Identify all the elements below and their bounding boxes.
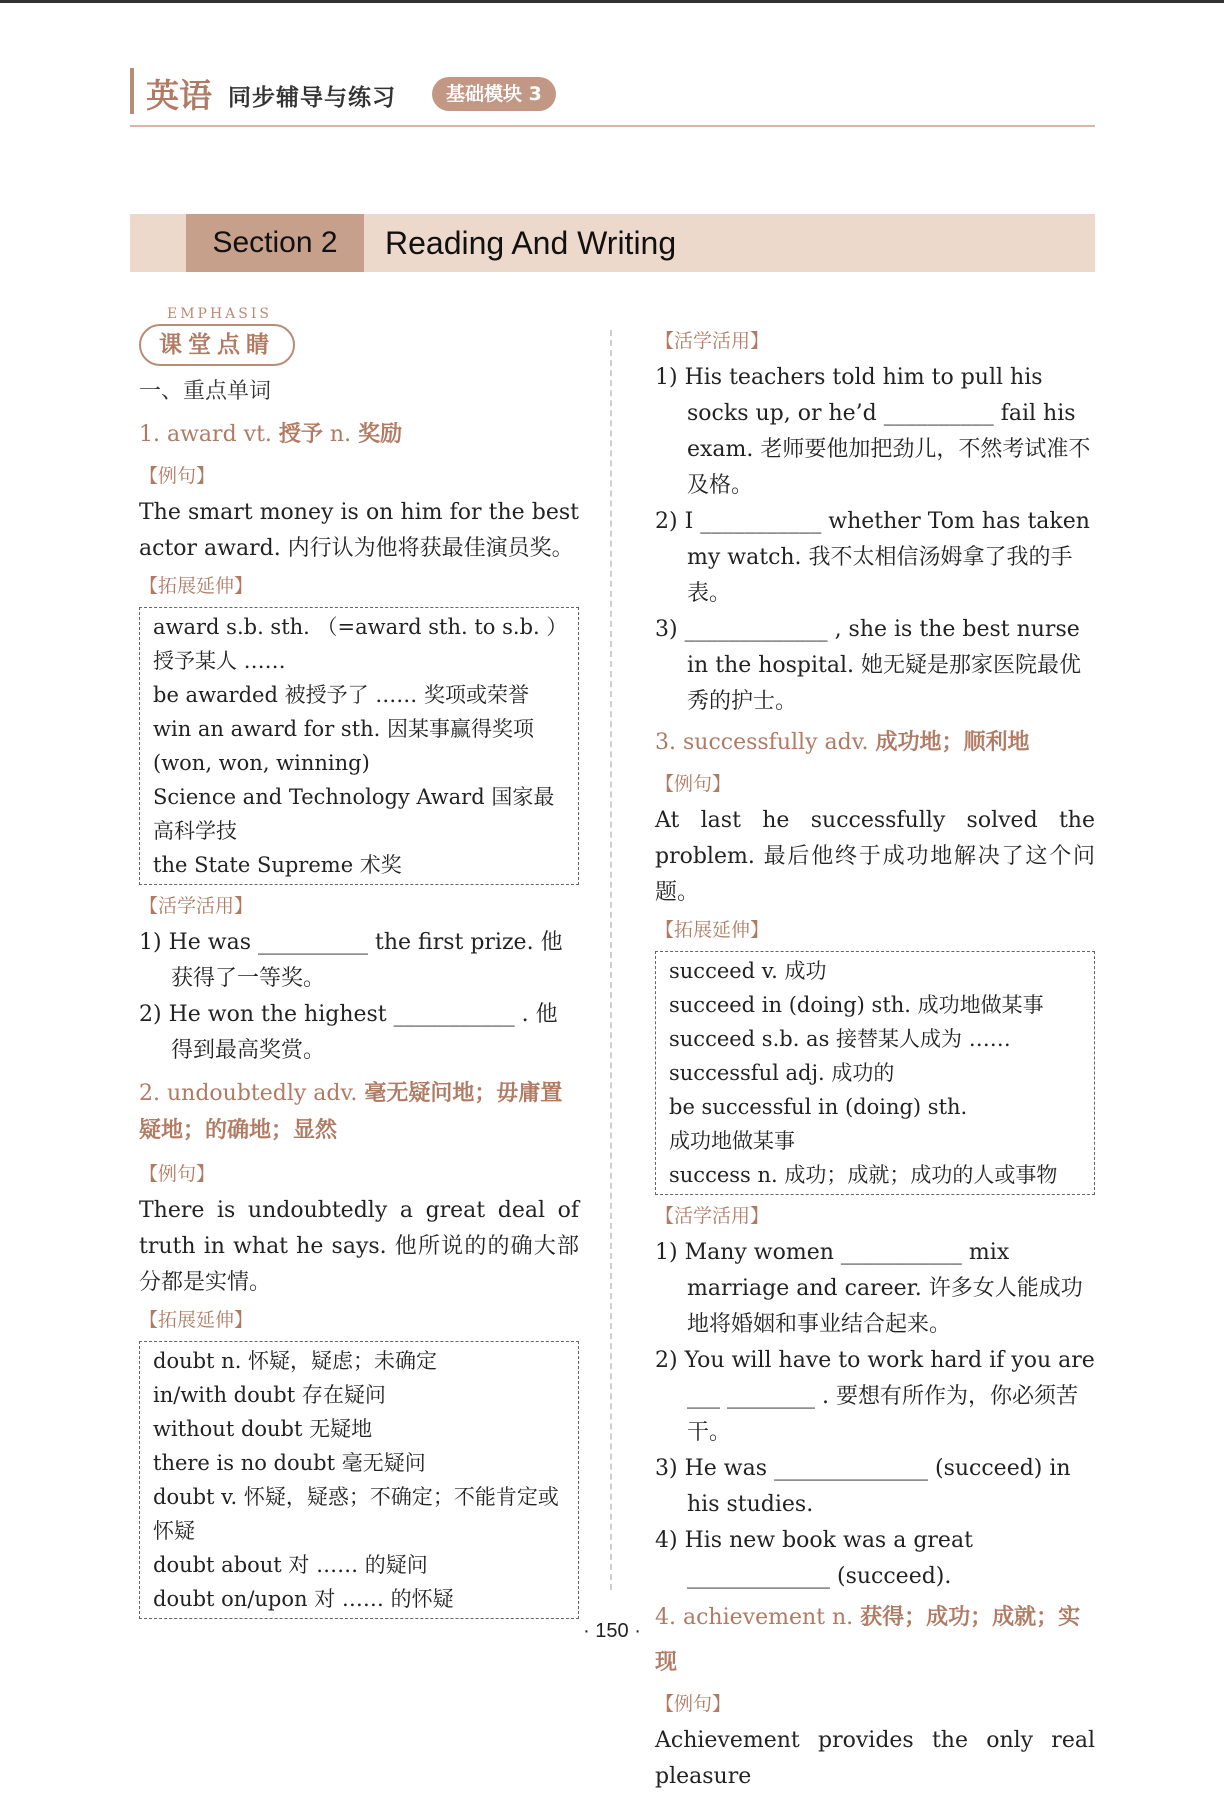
extension-line: award s.b. sth. （=award sth. to s.b. ）授予某人 …… <box>153 615 557 673</box>
extension-line: be successful in (doing) sth. <box>669 1095 968 1119</box>
emphasis-label-zh: 课堂点睛 <box>139 324 295 366</box>
section-title: Reading And Writing <box>385 225 677 261</box>
extension-line: succeed s.b. as 接替某人成为 …… <box>669 1027 1011 1051</box>
example-label: 【例句】 <box>139 1163 216 1185</box>
page-header <box>130 66 1095 128</box>
extension-line: 成功地做某事 <box>669 1129 795 1153</box>
extension-line: doubt about 对 …… 的疑问 <box>153 1553 428 1577</box>
header-subject: 英语 <box>146 76 212 115</box>
word-head: 3. successfully adv. <box>655 730 869 755</box>
word-heading-successfully <box>655 720 1095 765</box>
practice-label: 【活学活用】 <box>139 895 254 917</box>
extension-line: (won, won, winning) <box>153 751 370 775</box>
example-sentence: At last he successfully solved the problem. 最后他终于成功地解决了这个问题。 <box>655 808 1095 905</box>
practice-item: 3) _____________ , she is the best nurse in the hospital. 她无疑是那家医院最优秀的护士。 <box>655 617 1082 714</box>
word-meaning: 授予 <box>278 421 323 447</box>
example-sentence: There is undoubtedly a great deal of truth in what he says. 他所说的的确大部分都是实情。 <box>139 1198 579 1295</box>
extension-label: 【拓展延伸】 <box>139 575 254 597</box>
word-heading-award <box>139 412 579 457</box>
extension-box <box>139 1341 579 1619</box>
word-pos: n. <box>322 422 352 447</box>
word-meaning: 毫无疑问地；毋庸置疑地；的确地；显然 <box>139 1080 563 1143</box>
extension-label: 【拓展延伸】 <box>139 1309 254 1331</box>
header-series: 同步辅导与练习 <box>228 85 396 111</box>
practice-item: 1) Many women ___________ mix marriage and career. 许多女人能成功地将婚姻和事业结合起来。 <box>655 1240 1083 1337</box>
word-head: 4. achievement n. <box>655 1605 854 1630</box>
right-column <box>655 322 1095 1795</box>
word-head: 2. undoubtedly adv. <box>139 1081 358 1106</box>
word-heading-undoubtedly <box>139 1075 579 1149</box>
practice-label: 【活学活用】 <box>655 1205 770 1227</box>
example-label: 【例句】 <box>139 465 216 487</box>
extension-label: 【拓展延伸】 <box>655 919 770 941</box>
emphasis-label-en: EMPHASIS <box>167 306 273 322</box>
top-rule <box>0 0 1224 3</box>
extension-line: the State Supreme 术奖 <box>153 853 402 877</box>
extension-line: in/with doubt 存在疑问 <box>153 1383 386 1407</box>
header-module-badge: 基础模块 3 <box>432 77 556 111</box>
section-number: Section 2 <box>186 214 364 272</box>
extension-line: win an award for sth. 因某事赢得奖项 <box>153 717 535 741</box>
extension-line: success n. 成功；成就；成功的人或事物 <box>669 1163 1058 1187</box>
extension-line: successful adj. 成功的 <box>669 1061 895 1085</box>
example-label: 【例句】 <box>655 1693 732 1715</box>
extension-line: doubt n. 怀疑，疑虑；未确定 <box>153 1349 438 1373</box>
header-rule <box>130 125 1095 127</box>
practice-item: 3) He was ______________ (succeed) in his studies. <box>655 1456 1071 1517</box>
example-sentence: The smart money is on him for the best actor award. 内行认为他将获最佳演员奖。 <box>139 500 579 561</box>
extension-line: without doubt 无疑地 <box>153 1417 373 1441</box>
category-heading: 一、重点单词 <box>139 379 272 404</box>
column-divider <box>610 330 612 1590</box>
extension-line: there is no doubt 毫无疑问 <box>153 1451 426 1475</box>
word-head: 1. award vt. <box>139 422 272 447</box>
extension-line: doubt v. 怀疑，疑惑；不确定；不能肯定或怀疑 <box>153 1485 559 1543</box>
practice-item: 4) His new book was a great _____________ (succeed). <box>655 1528 973 1589</box>
extension-line: be awarded 被授予了 …… 奖项或荣誉 <box>153 683 529 707</box>
practice-item: 2) You will have to work hard if you are ___ ________ . 要想有所作为，你必须苦干。 <box>655 1348 1095 1445</box>
section-banner <box>130 214 1095 272</box>
example-sentence: Achievement provides the only real pleasure <box>655 1728 1095 1789</box>
left-column <box>139 306 579 1621</box>
practice-label: 【活学活用】 <box>655 330 770 352</box>
practice-item: 2) I ___________ whether Tom has taken my watch. 我不太相信汤姆拿了我的手表。 <box>655 509 1090 606</box>
page-number: · 150 · <box>583 1620 641 1642</box>
word-meaning: 成功地；顺利地 <box>875 729 1030 755</box>
practice-item: 1) He was __________ the first prize. 他获得了一等奖。 <box>139 930 563 991</box>
practice-item: 1) His teachers told him to pull his socks up, or he’d __________ fail his exam. 老师要他加把劲儿，不然考试准不及格。 <box>655 365 1091 498</box>
extension-line: succeed v. 成功 <box>669 959 827 983</box>
header-accent-bar <box>130 68 134 114</box>
word-meaning: 奖励 <box>358 421 403 447</box>
word-meaning: 获得；成功；成就；实现 <box>655 1604 1081 1675</box>
practice-item: 2) He won the highest ___________ . 他得到最高奖赏。 <box>139 1002 558 1063</box>
example-label: 【例句】 <box>655 773 732 795</box>
extension-line: succeed in (doing) sth. 成功地做某事 <box>669 993 1044 1017</box>
extension-box <box>139 607 579 885</box>
extension-line: Science and Technology Award 国家最高科学技 <box>153 785 555 843</box>
extension-box <box>655 951 1095 1195</box>
extension-line: doubt on/upon 对 …… 的怀疑 <box>153 1587 454 1611</box>
